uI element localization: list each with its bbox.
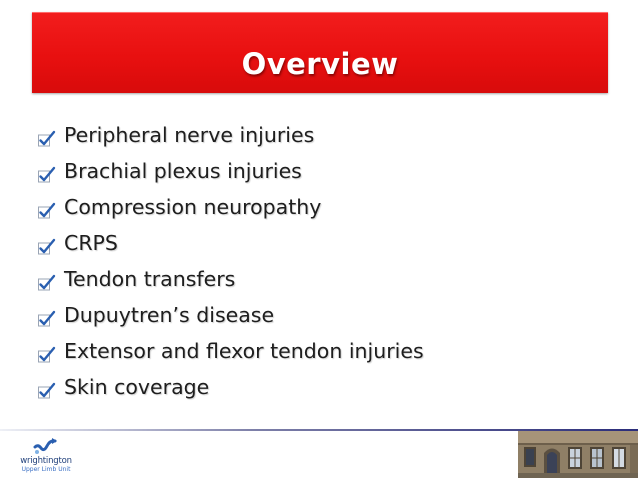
logo-swoosh-icon — [33, 437, 59, 457]
bullet-text: CRPS — [64, 231, 118, 255]
bullet-text: Peripheral nerve injuries — [64, 123, 315, 147]
bullet-item-8 — [37, 369, 424, 405]
slide-title: Overview — [241, 47, 399, 81]
logo-name: wrightington — [20, 456, 72, 466]
checkbox-tick-icon — [37, 201, 56, 220]
bullet-item-6 — [37, 297, 424, 333]
bullet-text: Compression neuropathy — [64, 195, 322, 219]
bullet-item-7 — [37, 333, 424, 369]
checkbox-tick-icon — [37, 381, 56, 400]
bullet-text: Dupuytren’s disease — [64, 303, 275, 327]
bullet-item-1 — [37, 117, 424, 153]
bullet-text: Extensor and flexor tendon injuries — [64, 339, 424, 363]
bullet-text: Tendon transfers — [64, 267, 236, 291]
checkbox-tick-icon — [37, 273, 56, 292]
bullet-item-2 — [37, 153, 424, 189]
bullet-item-5 — [37, 261, 424, 297]
logo-subtitle: Upper Limb Unit — [21, 466, 71, 473]
checkbox-tick-icon — [37, 309, 56, 328]
bullet-text: Skin coverage — [64, 375, 210, 399]
wrightington-logo — [11, 437, 81, 475]
checkbox-tick-icon — [37, 129, 56, 148]
checkbox-tick-icon — [37, 237, 56, 256]
bullet-text: Brachial plexus injuries — [64, 159, 302, 183]
bullet-item-3 — [37, 189, 424, 225]
bullet-list — [37, 117, 424, 405]
bullet-item-4 — [37, 225, 424, 261]
title-banner — [32, 12, 608, 93]
building-photo — [518, 431, 638, 478]
checkbox-tick-icon — [37, 345, 56, 364]
checkbox-tick-icon — [37, 165, 56, 184]
